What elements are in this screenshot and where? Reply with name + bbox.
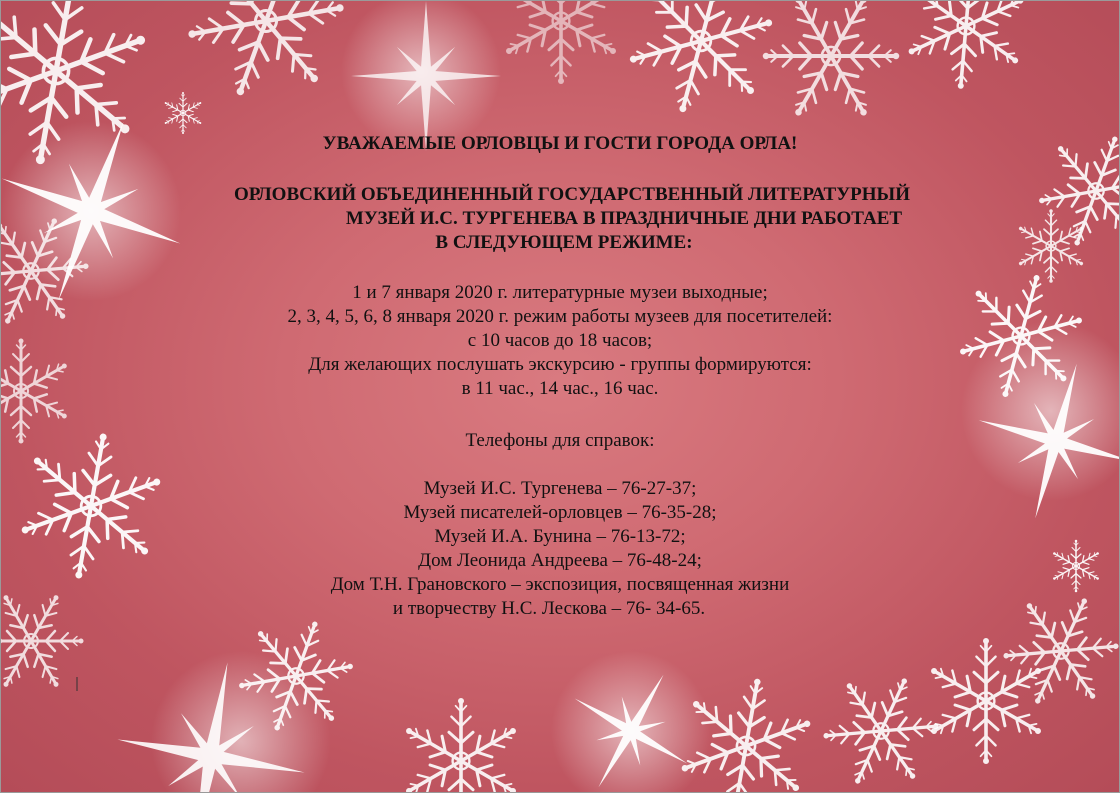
announcement-line-1: ОРЛОВСКИЙ ОБЪЕДИНЕННЫЙ ГОСУДАРСТВЕННЫЙ ЛИТЕРАТУРНЫЙ	[233, 184, 910, 205]
greeting-heading: УВАЖАЕМЫЕ ОРЛОВЦЫ И ГОСТИ ГОРОДА ОРЛА!	[322, 133, 798, 154]
schedule-line-4: Для желающих послушать экскурсию - группы формируются:	[308, 354, 812, 375]
schedule-line-1: 1 и 7 января 2020 г. литературные музеи выходные;	[352, 282, 768, 303]
phones-block	[1, 477, 1119, 621]
announcement-block	[1, 183, 1119, 255]
schedule-line-2: 2, 3, 4, 5, 6, 8 января 2020 г. режим работы музеев для посетителей:	[287, 306, 833, 327]
schedule-line-3: с 10 часов до 18 часов;	[467, 330, 653, 351]
phones-title: Телефоны для справок:	[465, 430, 655, 451]
schedule-line-5: в 11 час., 14 час., 16 час.	[461, 378, 659, 399]
phones-title-block	[1, 429, 1119, 453]
phone-line-leskov: и творчеству Н.С. Лескова – 76- 34-65.	[392, 598, 706, 619]
schedule-block	[1, 281, 1119, 401]
phone-line-granovsky: Дом Т.Н. Грановского – экспозиция, посвященная жизни	[330, 574, 790, 595]
announcement-line-3: В СЛЕДУЮЩЕМ РЕЖИМЕ:	[435, 232, 693, 253]
phone-line-bunin: Музей И.А. Бунина – 76-13-72;	[434, 526, 686, 547]
phone-line-writers: Музей писателей-орловцев – 76-35-28;	[403, 502, 717, 523]
announcement-line-2: МУЗЕЙ И.С. ТУРГЕНЕВА В ПРАЗДНИЧНЫЕ ДНИ РАБОТАЕТ	[345, 208, 903, 229]
phone-line-turgenev: Музей И.С. Тургенева – 76-27-37;	[423, 478, 697, 499]
phone-line-andreev: Дом Леонида Андреева – 76-48-24;	[418, 550, 702, 571]
greeting-block	[1, 132, 1120, 156]
